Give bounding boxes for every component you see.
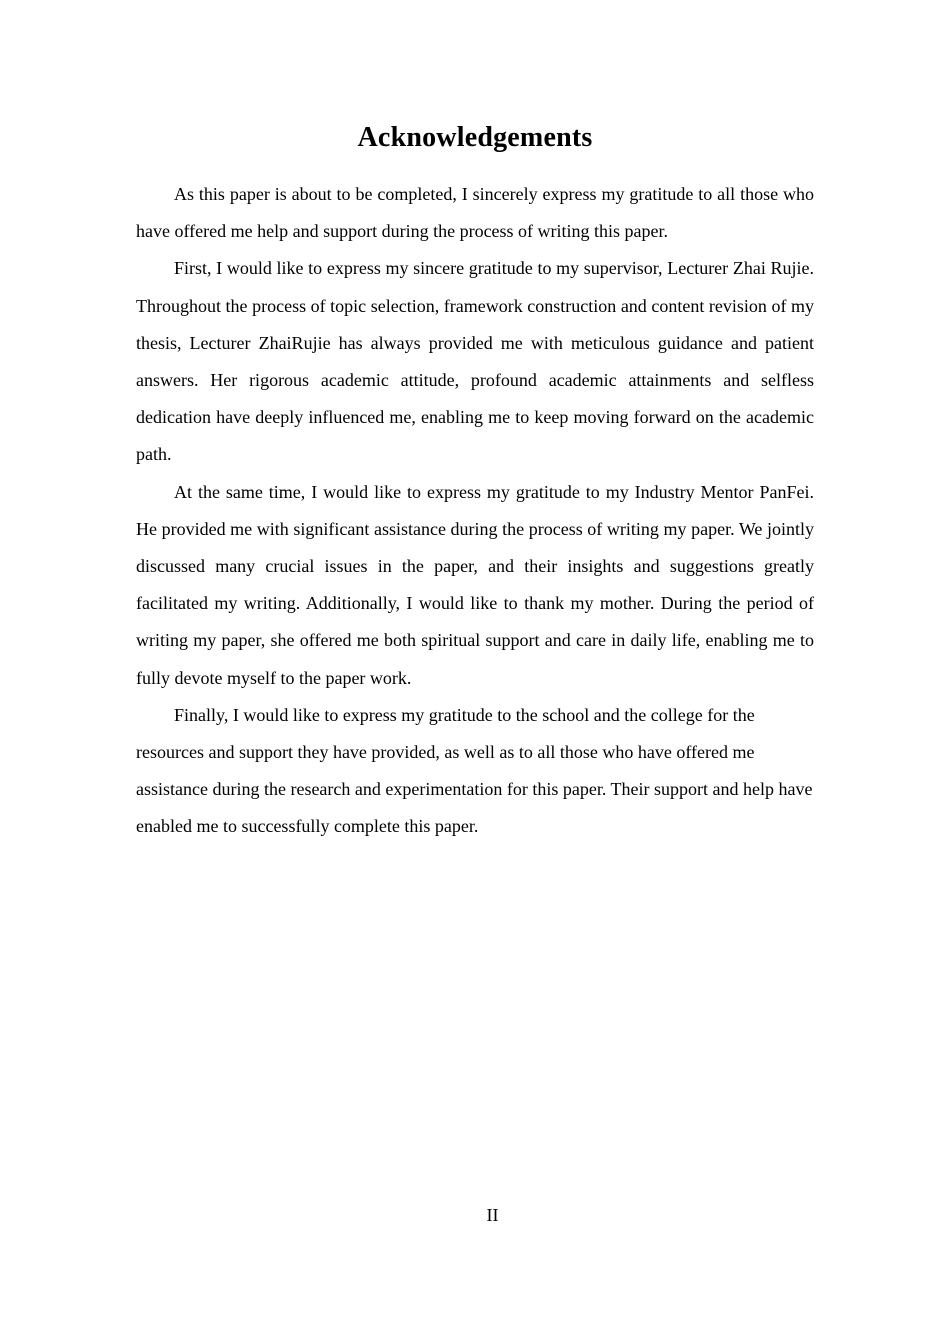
paragraph-intro: As this paper is about to be completed, I sincerely express my gratitude to all those who have offered me help and support during the process of writing this paper. (136, 184, 814, 242)
paragraph-mentor: At the same time, I would like to express my gratitude to my Industry Mentor PanFei. He provided me with significant assistance during the process of writing my paper. We jointly discussed many crucial issues in the paper, and their insights and suggestions greatly facilitated my writing. Additionally, I would like to thank my mother. During the period of writing my paper, she offered me both spiritual support and care in daily life, enabling me to fully devote myself to the paper work. (136, 481, 814, 688)
paragraph-closing: Finally, I would like to express my gratitude to the school and the college for the resources and support they have provided, as well as to all those who have offered me assistance during the research and experimentation for this paper. Their support and help have enabled me to successfully complete this paper. (136, 704, 813, 837)
paragraph-supervisor: First, I would like to express my sincere gratitude to my supervisor, Lecturer Zhai Rujie. Throughout the process of topic selection, framework construction and content revision of my thesis, Lecturer ZhaiRujie has always provided me with meticulous guidance and patient answers. Her rigorous academic attitude, profound academic attainments and selfless dedication have deeply influenced me, enabling me to keep moving forward on the academic path. (136, 258, 814, 465)
page-number: II (486, 1205, 499, 1225)
document-page (136, 118, 814, 846)
page-title: Acknowledgements (357, 122, 593, 153)
